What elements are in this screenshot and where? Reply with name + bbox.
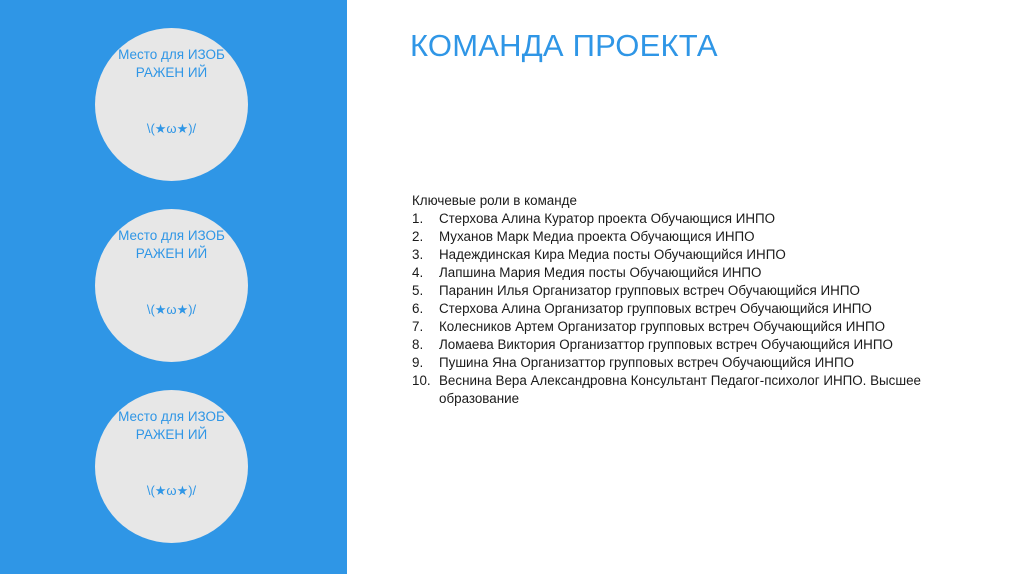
item-number: 10. <box>412 373 431 388</box>
item-number: 3. <box>412 247 424 262</box>
image-placeholder-1[interactable] <box>95 28 248 181</box>
placeholder-label: Место для ИЗОБРАЖЕН ИЙ <box>118 228 225 261</box>
item-number: 1. <box>412 211 424 226</box>
image-placeholder-2[interactable] <box>95 209 248 362</box>
item-number: 8. <box>412 337 424 352</box>
item-text: Муханов Марк Медиа проекта Обучающися ИНПО <box>439 229 755 244</box>
item-text: Паранин Илья Организатор групповых встреч Обучающийся ИНПО <box>439 283 860 298</box>
placeholder-label: Место для ИЗОБРАЖЕН ИЙ <box>118 409 225 442</box>
item-text: Пушина Яна Организаттор групповых встреч Обучающийся ИНПО <box>439 355 854 370</box>
item-text: Стерхова Алина Куратор проекта Обучающися ИНПО <box>439 211 776 226</box>
roles-heading: Ключевые роли в команде <box>412 193 577 208</box>
list-item <box>412 300 982 318</box>
roles-list <box>412 210 982 408</box>
list-item <box>412 264 982 282</box>
item-text: Веснина Вера Александровна Консультант Педагог-психолог ИНПО. Высшее образование <box>439 373 922 406</box>
placeholder-emoticon: \(★ω★)/ <box>146 121 197 136</box>
list-item <box>412 318 982 336</box>
image-placeholder-3[interactable] <box>95 390 248 543</box>
item-text: Ломаева Виктория Организаттор групповых встреч Обучающийся ИНПО <box>439 337 893 352</box>
list-item <box>412 282 982 300</box>
list-item <box>412 228 982 246</box>
side-panel <box>0 0 347 574</box>
list-item <box>412 354 982 372</box>
placeholder-label: Место для ИЗОБРАЖЕН ИЙ <box>118 47 225 80</box>
item-number: 2. <box>412 229 424 244</box>
item-number: 9. <box>412 355 424 370</box>
list-item <box>412 336 982 354</box>
item-number: 5. <box>412 283 424 298</box>
item-number: 7. <box>412 319 424 334</box>
item-text: Колесников Артем Организатор групповых встреч Обучающийся ИНПО <box>439 319 886 334</box>
placeholder-emoticon: \(★ω★)/ <box>146 483 197 498</box>
item-text: Надеждинская Кира Медиа посты Обучающийся ИНПО <box>439 247 786 262</box>
item-text: Стерхова Алина Организатор групповых встреч Обучающийся ИНПО <box>439 301 872 316</box>
item-number: 6. <box>412 301 424 316</box>
list-item <box>412 246 982 264</box>
item-number: 4. <box>412 265 424 280</box>
list-item <box>412 210 982 228</box>
roles-block <box>412 192 982 408</box>
placeholder-emoticon: \(★ω★)/ <box>146 302 197 317</box>
item-text: Лапшина Мария Медия посты Обучающийся ИНПО <box>439 265 762 280</box>
slide-title: КОМАНДА ПРОЕКТА <box>410 28 718 63</box>
list-item <box>412 372 982 408</box>
